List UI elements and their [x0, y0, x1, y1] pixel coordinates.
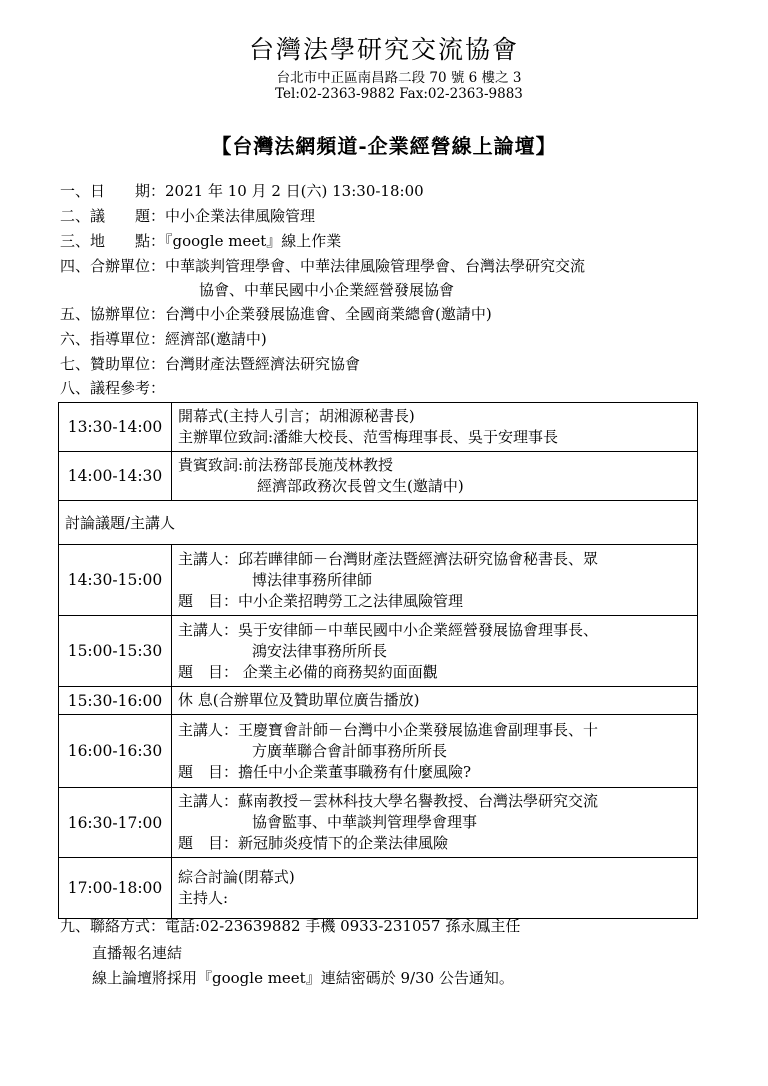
- agenda-time: 14:00-14:30: [59, 452, 172, 501]
- agenda-line: 題 目：新冠肺炎疫情下的企業法律風險: [178, 834, 449, 852]
- info-guide-label: 六、指導單位：: [60, 330, 166, 348]
- agenda-row: [59, 788, 698, 858]
- agenda-content: [172, 687, 698, 715]
- info-sponsor-value: 台灣財產法暨經濟法研究協會: [165, 355, 361, 373]
- info-coorg-value-2: 協會、中華民國中小企業經營發展協會: [199, 281, 455, 299]
- agenda-table: [58, 402, 698, 919]
- agenda-row: [59, 616, 698, 687]
- info-sponsor: [60, 354, 710, 374]
- event-title: 【台灣法網頻道-企業經營線上論壇】: [211, 134, 557, 158]
- info-date-value: 2021 年 10 月 2 日(六) 13:30-18:00: [165, 182, 424, 200]
- agenda-line: 綜合討論(閉幕式): [178, 868, 295, 886]
- info-assist-label: 五、協辦單位：: [60, 305, 166, 323]
- agenda-time: 16:30-17:00: [59, 788, 172, 858]
- info-sponsor-label: 七、贊助單位：: [60, 355, 166, 373]
- info-place-value: 『google meet』線上作業: [165, 232, 342, 250]
- agenda-line: 題 目：擔任中小企業董事職務有什麼風險?: [178, 762, 472, 781]
- agenda-line: 主辦單位致詞:潘維大校長、范雪梅理事長、吳于安理事長: [178, 428, 559, 446]
- info-assist: [60, 304, 710, 324]
- info-coorganizers-cont: [60, 280, 710, 300]
- info-assist-value: 台灣中小企業發展協進會、全國商業總會(邀請中): [165, 305, 492, 323]
- agenda-time: 15:30-16:00: [59, 687, 172, 715]
- info-guide-value: 經濟部(邀請中): [165, 330, 267, 348]
- info-guide: [60, 329, 710, 349]
- agenda-line: 主講人：蘇南教授－雲林科技大學名譽教授、台灣法學研究交流: [178, 792, 599, 810]
- agenda-line: 主講人：邱若曄律師－台灣財產法暨經濟法研究協會秘書長、眾: [178, 549, 599, 568]
- info-coorg-label: 四、合辦單位：: [60, 257, 166, 275]
- contact-line: 九、聯絡方式：電話:02-23639882 手機 0933-231057 孫永鳳主任: [60, 917, 521, 935]
- agenda-content: [172, 452, 698, 501]
- agenda-section-header: 討論議題/主講人: [59, 501, 698, 545]
- info-topic-value: 中小企業法律風險管理: [165, 207, 316, 225]
- agenda-line: 主講人：吳于安律師－中華民國中小企業經營發展協會理事長、: [178, 620, 599, 639]
- agenda-line: 博法律事務所律師: [252, 570, 373, 589]
- agenda-row: [59, 687, 698, 715]
- agenda-content: [172, 545, 698, 616]
- agenda-line: 貴賓致詞:前法務部長施茂林教授: [178, 456, 394, 474]
- agenda-time: 13:30-14:00: [59, 403, 172, 452]
- info-place-label: 三、地 點：: [60, 232, 166, 250]
- agenda-line: 休 息(合辦單位及贊助單位廣告播放): [178, 691, 420, 709]
- agenda-row: [59, 403, 698, 452]
- agenda-content: [172, 858, 698, 919]
- org-phone-fax: Tel:02-2363-9882 Fax:02-2363-9883: [275, 86, 523, 102]
- info-date: [60, 181, 710, 201]
- info-place: [60, 231, 710, 251]
- agenda-content: [172, 403, 698, 452]
- agenda-time: 17:00-18:00: [59, 858, 172, 919]
- info-coorganizers: [60, 256, 710, 276]
- info-coorg-value-1: 中華談判管理學會、中華法律風險管理學會、台灣法學研究交流: [165, 257, 586, 275]
- info-topic-label: 二、議 題：: [60, 207, 166, 225]
- agenda-line: 協會監事、中華談判管理學會理事: [252, 813, 478, 831]
- agenda-content: [172, 715, 698, 788]
- agenda-content: [172, 788, 698, 858]
- agenda-line: 題 目：中小企業招聘勞工之法律風險管理: [178, 591, 464, 610]
- agenda-time: 16:00-16:30: [59, 715, 172, 788]
- info-topic: [60, 206, 710, 226]
- agenda-line: 鴻安法律事務所所長: [252, 641, 388, 660]
- agenda-section-row: [59, 501, 698, 545]
- registration-link[interactable]: 直播報名連結: [92, 944, 183, 962]
- agenda-line: 主講人：王慶寶會計師－台灣中小企業發展協進會副理事長、十: [178, 720, 599, 739]
- agenda-row: [59, 545, 698, 616]
- agenda-line: 題 目： 企業主必備的商務契約面面觀: [178, 662, 438, 681]
- info-date-label: 一、日 期：: [60, 182, 166, 200]
- agenda-line: 開幕式(主持人引言；胡湘源秘書長): [178, 407, 415, 425]
- meeting-notice: 線上論壇將採用『google meet』連結密碼於 9/30 公告通知。: [92, 969, 514, 987]
- agenda-row: [59, 452, 698, 501]
- agenda-row: [59, 715, 698, 788]
- agenda-line: 方廣華聯合會計師事務所所長: [252, 741, 448, 760]
- agenda-time: 15:00-15:30: [59, 616, 172, 687]
- agenda-time: 14:30-15:00: [59, 545, 172, 616]
- agenda-row: [59, 858, 698, 919]
- agenda-line: 經濟部政務次長曾文生(邀請中): [257, 477, 464, 495]
- agenda-content: [172, 616, 698, 687]
- agenda-line: 主持人:: [178, 889, 229, 907]
- info-agenda-label: 八、議程參考：: [60, 379, 166, 397]
- org-name: 台灣法學研究交流協會: [248, 35, 519, 64]
- org-address: 台北市中正區南昌路二段 70 號 6 樓之 3: [276, 70, 522, 86]
